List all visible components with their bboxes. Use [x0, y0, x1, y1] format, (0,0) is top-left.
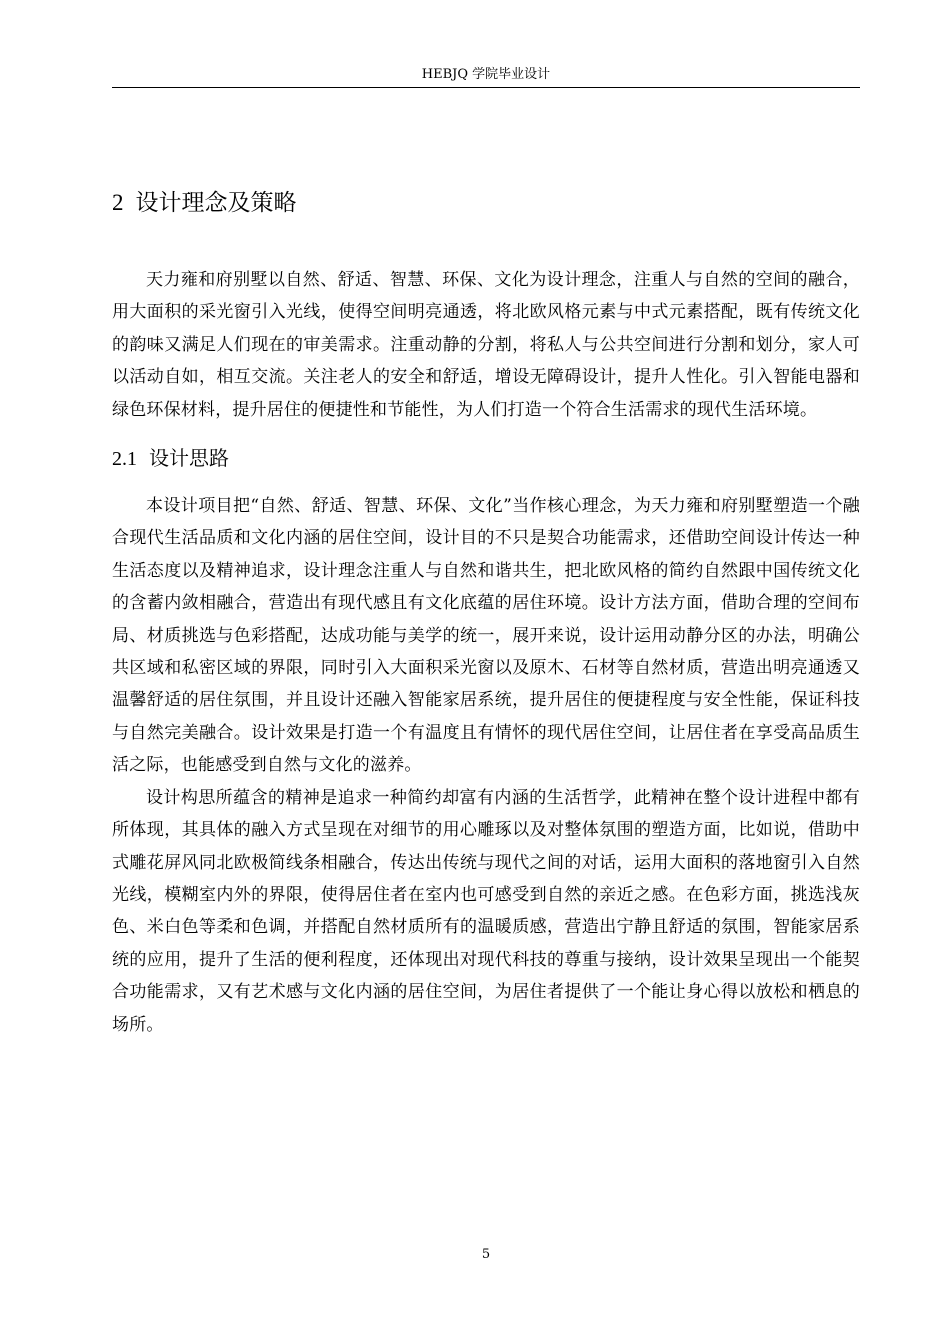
section-paragraph-1: 本设计项目把“自然、舒适、智慧、环保、文化”当作核心理念，为天力雍和府别墅塑造一个融合现代生活品质和文化内涵的居住空间，设计目的不只是契合功能需求，还借助空间设计传达一种生活态度以及精神追求，设计理念注重人与自然和谐共生，把北欧风格的简约自然跟中国传统文化的含蓄内敛相融合，营造出有现代感且有文化底蕴的居住环境。设计方法方面，借助合理的空间布局、材质挑选与色彩搭配，达成功能与美学的统一，展开来说，设计运用动静分区的办法，明确公共区域和私密区域的界限，同时引入大面积采光窗以及原木、石材等自然材质，营造出明亮通透又温馨舒适的居住氛围，并且设计还融入智能家居系统，提升居住的便捷程度与安全性能，保证科技与自然完美融合。设计效果是打造一个有温度且有情怀的现代居住空间，让居住者在享受高品质生活之际，也能感受到自然与文化的滋养。	[112, 496, 860, 776]
chapter-number: 2	[112, 190, 124, 215]
chapter-intro-paragraph: 天力雍和府别墅以自然、舒适、智慧、环保、文化为设计理念，注重人与自然的空间的融合，用大面积的采光窗引入光线，使得空间明亮通透，将北欧风格元素与中式元素搭配，既有传统文化的韵味又满足人们现在的审美需求。注重动静的分割，将私人与公共空间进行分割和划分，家人可以活动自如，相互交流。关注老人的安全和舒适，增设无障碍设计，提升人性化。引入智能电器和绿色环保材料，提升居住的便捷性和节能性，为人们打造一个符合生活需求的现代生活环境。	[112, 270, 860, 420]
section-paragraph-2: 设计构思所蕴含的精神是追求一种简约却富有内涵的生活哲学，此精神在整个设计进程中都有所体现，其具体的融入方式呈现在对细节的用心雕琢以及对整体氛围的塑造方面，比如说，借助中式雕花屏风同北欧极简线条相融合，传达出传统与现代之间的对话，运用大面积的落地窗引入自然光线，模糊室内外的界限，使得居住者在室内也可感受到自然的亲近之感。在色彩方面，挑选浅灰色、米白色等柔和色调，并搭配自然材质所有的温暖质感，营造出宁静且舒适的氛围，智能家居系统的应用，提升了生活的便利程度，还体现出对现代科技的尊重与接纳，设计效果呈现出一个能契合功能需求，又有艺术感与文化内涵的居住空间，为居住者提供了一个能让身心得以放松和栖息的场所。	[112, 787, 860, 1035]
page-number: 5	[481, 1247, 491, 1262]
section-number: 2.1	[112, 448, 137, 471]
page-content	[112, 180, 860, 1041]
chapter-heading	[112, 180, 860, 226]
section-title: 设计思路	[149, 446, 229, 471]
page-header: HEBJQ 学院毕业设计	[421, 67, 551, 82]
chapter-title: 设计理念及策略	[135, 190, 297, 216]
section-heading	[112, 438, 860, 478]
header-rule	[112, 87, 860, 88]
